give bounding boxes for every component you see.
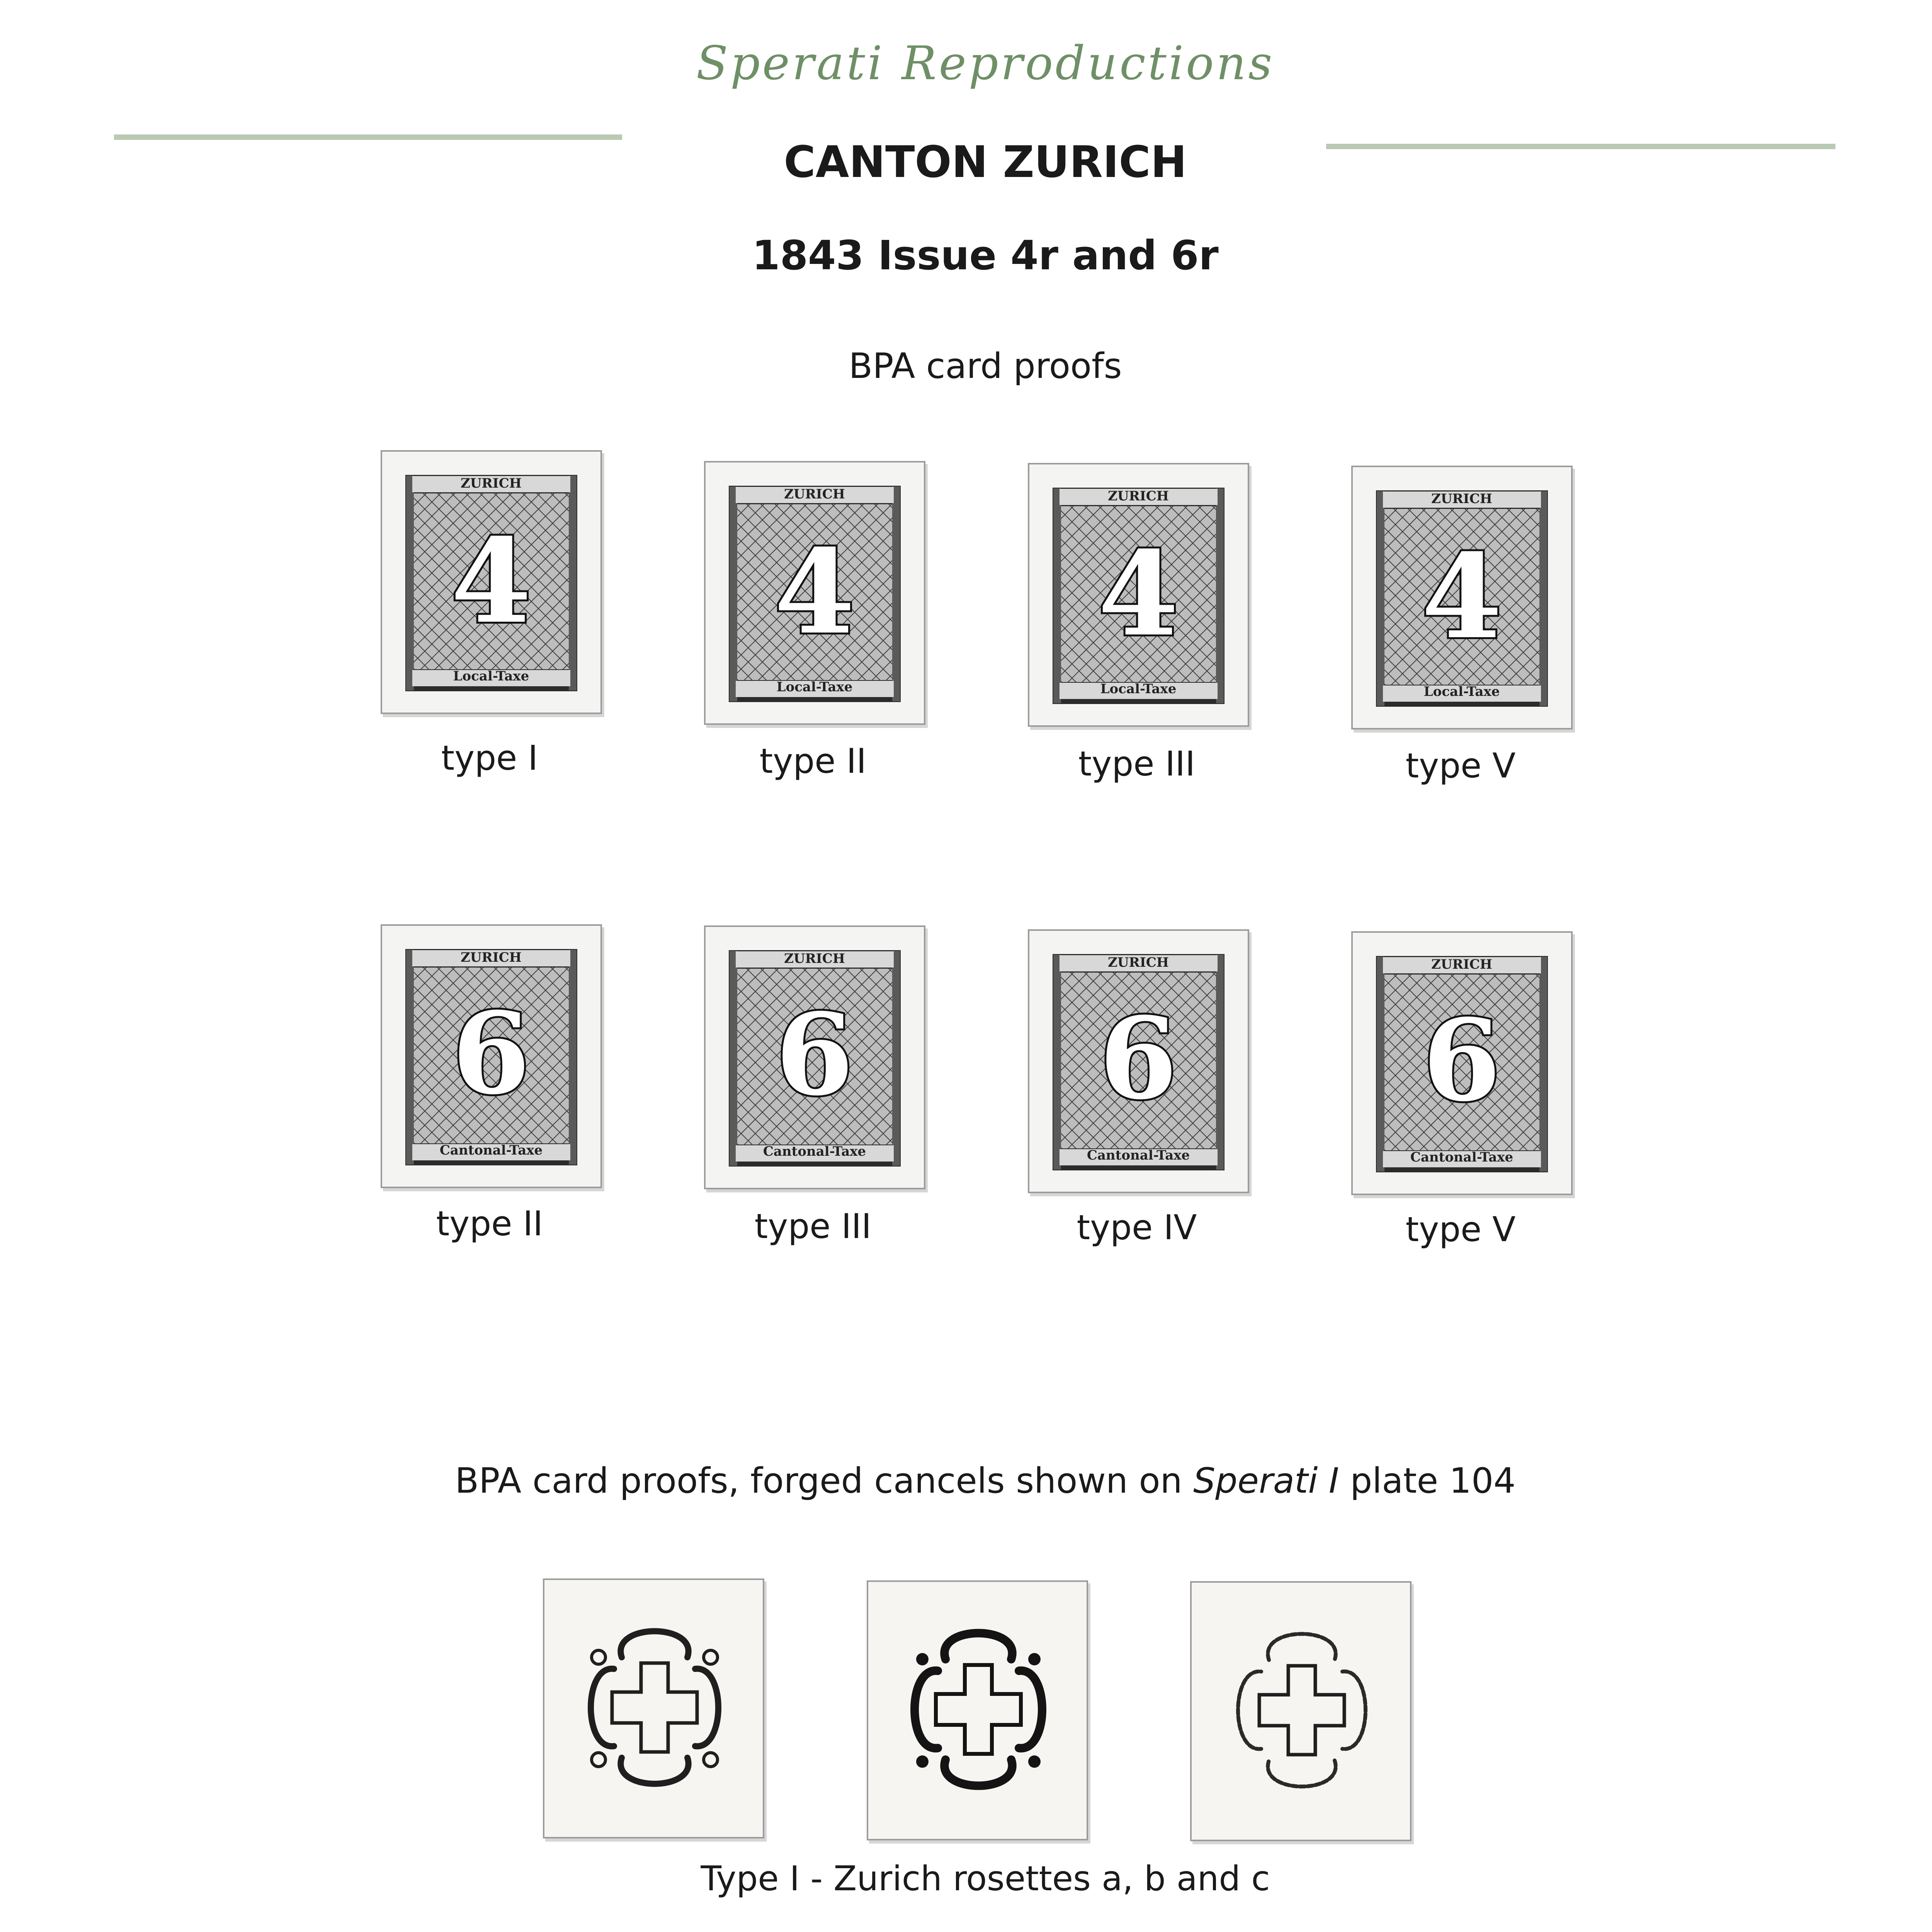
stamp-4-image [1029,464,1248,725]
stamp-proof-6r [1028,929,1249,1193]
heading-italic-text: Sperati I [1193,1461,1339,1501]
svg-text:6: 6 [776,989,854,1121]
cancel-proof-rosette-b [867,1580,1088,1840]
svg-text:ZURICH: ZURICH [784,951,845,966]
stamp-4-image [382,452,600,713]
svg-text:ZURICH: ZURICH [461,476,522,491]
stamp-caption: type II [759,741,867,781]
heading-text: BPA card proofs, forged cancels shown on [455,1461,1194,1501]
svg-text:ZURICH: ZURICH [784,486,845,502]
stamp-caption: type II [436,1204,543,1243]
svg-text:ZURICH: ZURICH [461,950,522,965]
cancel-row-caption: Type I - Zurich rosettes a, b and c [701,1859,1270,1898]
svg-text:6: 6 [1099,993,1177,1124]
stamp-4-image [1353,467,1571,728]
stamp-proof-6r [704,925,925,1189]
stamp-6-image [382,926,600,1187]
cancel-proof-rosette-a [543,1578,764,1838]
svg-text:4: 4 [774,524,855,660]
cancel-proof-rosette-c [1190,1581,1412,1841]
header-script-title: Sperati Reproductions [696,37,1275,90]
rosette-cancel-image [1192,1583,1410,1840]
svg-text:Local-Taxe: Local-Taxe [1423,684,1500,699]
section-heading-card-proofs: BPA card proofs [849,346,1122,386]
stamp-6-image [706,927,924,1188]
svg-text:Local-Taxe: Local-Taxe [453,668,529,684]
stamp-proof-4r [1028,463,1249,727]
page-title: CANTON ZURICH [784,137,1187,187]
stamp-caption: type I [441,738,538,778]
svg-text:6: 6 [452,988,530,1119]
svg-text:Cantonal-Taxe: Cantonal-Taxe [439,1143,543,1158]
stamp-caption: type IV [1077,1208,1197,1247]
stamp-proof-6r [1351,931,1573,1195]
section-heading-forged-cancels [0,1461,1932,1501]
stamp-proof-4r [1351,466,1573,730]
svg-text:ZURICH: ZURICH [1108,488,1169,504]
stamp-caption: type III [1078,744,1196,784]
svg-text:ZURICH: ZURICH [1108,955,1169,970]
svg-text:Local-Taxe: Local-Taxe [1100,681,1177,697]
svg-text:4: 4 [1098,526,1179,662]
stamp-caption: type V [1405,1209,1516,1249]
svg-text:4: 4 [451,513,532,649]
svg-text:4: 4 [1421,528,1502,665]
stamp-6-image [1353,933,1571,1194]
svg-text:ZURICH: ZURICH [1431,491,1492,507]
stamp-caption: type V [1405,746,1516,786]
svg-text:Cantonal-Taxe: Cantonal-Taxe [1410,1150,1514,1165]
stamp-4-image [706,463,924,723]
svg-text:ZURICH: ZURICH [1431,957,1492,972]
stamp-6-image [1029,931,1248,1192]
rosette-cancel-image [544,1580,763,1837]
stamp-proof-4r [704,461,925,725]
stamp-proof-4r [381,450,602,714]
svg-text:Cantonal-Taxe: Cantonal-Taxe [763,1144,866,1159]
svg-text:Cantonal-Taxe: Cantonal-Taxe [1087,1148,1190,1163]
page-subtitle: 1843 Issue 4r and 6r [752,232,1219,279]
stamp-caption: type III [754,1206,872,1246]
stamp-proof-6r [381,924,602,1188]
svg-text:6: 6 [1423,995,1501,1126]
svg-text:Local-Taxe: Local-Taxe [776,679,853,695]
rosette-cancel-image [868,1582,1087,1839]
heading-text: plate 104 [1339,1461,1516,1501]
